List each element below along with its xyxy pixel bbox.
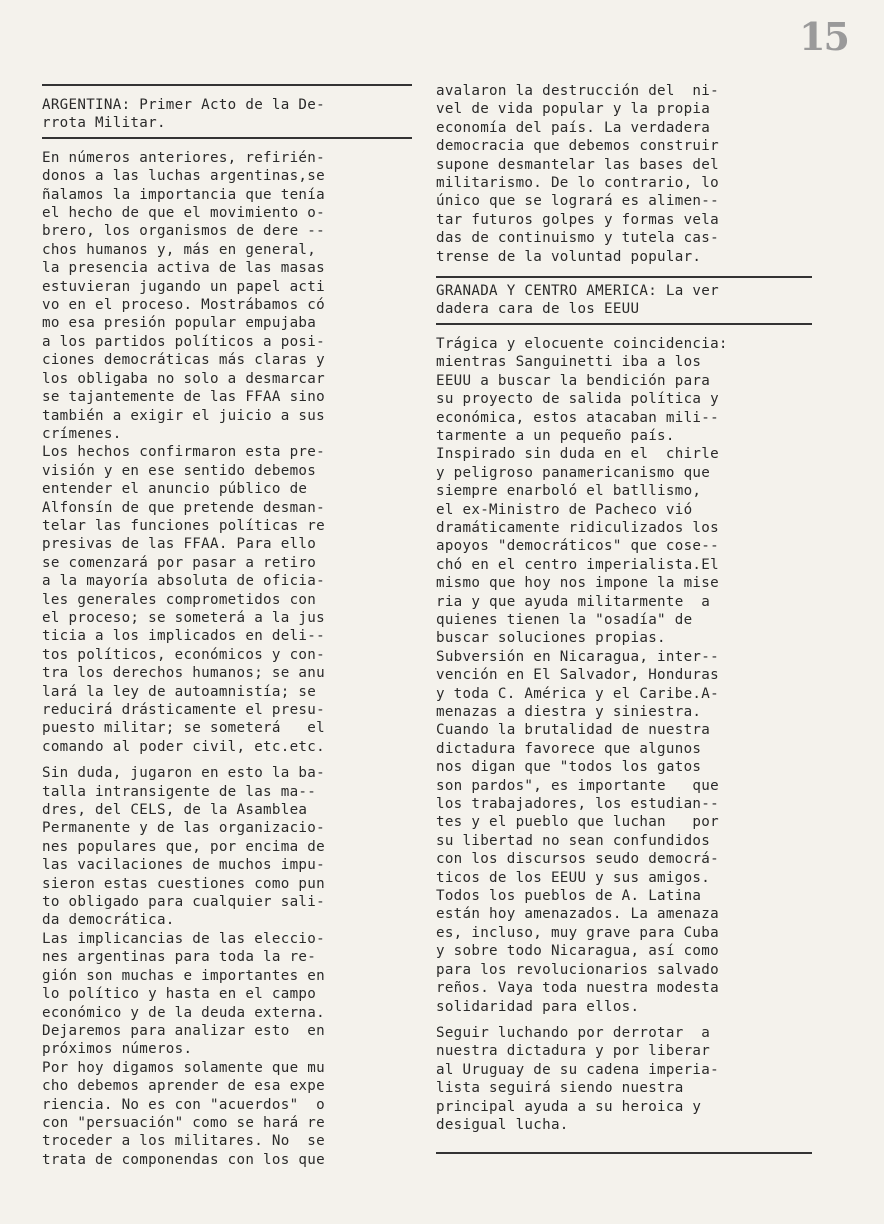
text-line: la presencia activa de las masas <box>42 260 325 277</box>
text-line: les generales comprometidos con <box>42 591 317 608</box>
text-line: lo político y hasta en el campo <box>42 986 317 1003</box>
text-line: se comenzará por pasar a retiro <box>42 554 317 571</box>
text-line: En números anteriores, refirién- <box>42 149 325 166</box>
text-line: y peligroso panamericanismo que <box>436 464 711 481</box>
text-line: tos políticos, económicos y con- <box>42 646 325 663</box>
text-line: dictadura favorece que algunos <box>436 740 702 757</box>
text-line: Las implicancias de las eleccio- <box>42 930 325 947</box>
text-line: es, incluso, muy grave para Cuba <box>436 924 719 941</box>
text-line: a la mayoría absoluta de oficia- <box>42 573 325 590</box>
text-line: entender el anuncio público de <box>42 481 308 498</box>
text-line: desigual lucha. <box>436 1116 569 1133</box>
text-line: Subversión en Nicaragua, inter-- <box>436 648 719 665</box>
section-title-granada <box>436 282 812 319</box>
text-line: a los partidos políticos a posi- <box>42 333 325 350</box>
text-line: ticos de los EEUU y sus amigos. <box>436 869 711 886</box>
text-line: lará la ley de autoamnistía; se <box>42 683 317 700</box>
text-line: troceder a los militares. No se <box>42 1133 325 1150</box>
text-line: ñalamos la importancia que tenía <box>42 186 325 203</box>
text-line: Alfonsín de que pretende desman- <box>42 499 325 516</box>
text-line: comando al poder civil, etc.etc. <box>42 738 325 755</box>
page-number: 15 <box>799 14 848 59</box>
text-line: Por hoy digamos solamente que mu <box>42 1059 325 1076</box>
text-line: ARGENTINA: Primer Acto de la De- <box>42 97 325 113</box>
text-line: único que se logrará es alimen-- <box>436 193 719 210</box>
text-line: los obligaba no solo a desmarcar <box>42 370 325 387</box>
bottom-rule <box>436 1152 812 1154</box>
text-line: Permanente y de las organizacio- <box>42 820 325 837</box>
text-line: económico y de la deuda externa. <box>42 1004 325 1021</box>
text-line: económica, estos atacaban mili-- <box>436 409 719 426</box>
left-column <box>42 84 412 1169</box>
text-line: trata de componendas con los que <box>42 1151 325 1168</box>
text-line: nes argentinas para toda la re- <box>42 949 317 966</box>
text-line: trense de la voluntad popular. <box>436 248 702 265</box>
text-line: da democrática. <box>42 912 175 929</box>
text-line: tes y el pueblo que luchan por <box>436 814 719 831</box>
text-line: ciones democráticas más claras y <box>42 352 325 369</box>
text-line: rrota Militar. <box>42 115 166 132</box>
text-line: tra los derechos humanos; se anu <box>42 665 325 682</box>
text-line: dramáticamente ridiculizados los <box>436 519 719 536</box>
text-line: reños. Vaya toda nuestra modesta <box>436 980 719 997</box>
text-line: siempre enarboló el batllismo, <box>436 483 702 500</box>
text-line: puesto militar; se someterá el <box>42 720 325 737</box>
text-line: mo esa presión popular empujaba <box>42 315 317 332</box>
text-line: cho debemos aprender de esa expe <box>42 1078 325 1095</box>
text-line: buscar soluciones propias. <box>436 630 666 647</box>
article-body-granada <box>436 335 812 1134</box>
text-line: su proyecto de salida política y <box>436 391 719 408</box>
text-line: para los revolucionarios salvado <box>436 961 719 978</box>
text-line: estuvieran jugando un papel acti <box>42 278 325 295</box>
text-line: telar las funciones políticas re <box>42 517 325 534</box>
text-line: nes populares que, por encima de <box>42 838 325 855</box>
text-line: avalaron la destrucción del ni- <box>436 83 719 99</box>
right-column <box>436 84 812 1154</box>
article-continuation <box>436 82 812 266</box>
text-line: mientras Sanguinetti iba a los <box>436 354 702 371</box>
text-line: sieron estas cuestiones como pun <box>42 875 325 892</box>
text-line: donos a las luchas argentinas,se <box>42 168 325 185</box>
article-body-argentina <box>42 149 412 1169</box>
text-line: son pardos", es importante que <box>436 777 719 794</box>
text-line: brero, los organismos de dere -- <box>42 223 325 240</box>
text-line: Los hechos confirmaron esta pre- <box>42 444 325 461</box>
text-line: presivas de las FFAA. Para ello <box>42 536 317 553</box>
text-line: vo en el proceso. Mostrábamos có <box>42 297 325 314</box>
text-line: chó en el centro imperialista.El <box>436 556 719 573</box>
text-line: próximos números. <box>42 1041 193 1058</box>
text-line: el hecho de que el movimiento o- <box>42 205 325 222</box>
text-line: menazas a diestra y siniestra. <box>436 704 702 720</box>
text-line: supone desmantelar las bases del <box>436 156 719 173</box>
text-line: mismo que hoy nos impone la mise <box>436 575 719 592</box>
text-line: con los discursos seudo democrá- <box>436 851 719 868</box>
text-line: dres, del CELS, de la Asamblea <box>42 802 308 819</box>
text-line: crímenes. <box>42 425 122 442</box>
text-line: lista seguirá siendo nuestra <box>436 1080 684 1097</box>
text-line: GRANADA Y CENTRO AMERICA: La ver <box>436 283 719 300</box>
text-line: riencia. No es con "acuerdos" o <box>42 1096 325 1113</box>
text-line: Sin duda, jugaron en esto la ba- <box>42 765 325 782</box>
text-line: se tajantemente de las FFAA sino <box>42 389 325 406</box>
text-line: las vacilaciones de muchos impu- <box>42 857 325 874</box>
text-line: Inspirado sin duda en el chirle <box>436 446 719 463</box>
text-line: nuestra dictadura y por liberar <box>436 1043 711 1060</box>
text-line: chos humanos y, más en general, <box>42 241 317 258</box>
section-title-argentina <box>42 96 412 133</box>
text-line: gión son muchas e importantes en <box>42 967 325 984</box>
text-line: su libertad no sean confundidos <box>436 832 711 849</box>
text-line: democracia que debemos construir <box>436 138 719 155</box>
text-line: y sobre todo Nicaragua, así como <box>436 943 719 960</box>
text-line: reducirá drásticamente el presu- <box>42 702 325 718</box>
text-line: con "persuación" como se hará re <box>42 1114 325 1131</box>
paragraph <box>42 764 412 1169</box>
text-line: visión y en ese sentido debemos <box>42 462 317 479</box>
paragraph <box>436 1024 812 1134</box>
text-line: ticia a los implicados en deli-- <box>42 628 325 645</box>
text-line: al Uruguay de su cadena imperia- <box>436 1061 719 1078</box>
text-line: y toda C. América y el Caribe.A- <box>436 685 719 702</box>
text-line: nos digan que "todos los gatos <box>436 759 702 776</box>
text-line: Seguir luchando por derrotar a <box>436 1024 711 1041</box>
text-line: los trabajadores, los estudian-- <box>436 796 719 813</box>
text-line: tar futuros golpes y formas vela <box>436 211 719 228</box>
text-line: quienes tienen la "osadía" de <box>436 611 693 628</box>
text-line: el ex-Ministro de Pacheco vió <box>436 501 693 518</box>
text-line: talla intransigente de las ma-- <box>42 783 317 800</box>
text-line: Trágica y elocuente coincidencia: <box>436 335 728 352</box>
text-line: vención en El Salvador, Honduras <box>436 667 719 684</box>
text-line: apoyos "democráticos" que cose-- <box>436 538 719 555</box>
text-line: vel de vida popular y la propia <box>436 101 711 118</box>
text-line: Dejaremos para analizar esto en <box>42 1022 325 1039</box>
text-line: to obligado para cualquier sali- <box>42 894 325 911</box>
text-line: das de continuismo y tutela cas- <box>436 230 719 247</box>
text-line: también a exigir el juicio a sus <box>42 407 325 424</box>
text-line: Cuando la brutalidad de nuestra <box>436 722 711 739</box>
text-line: dadera cara de los EEUU <box>436 301 640 318</box>
paragraph <box>42 149 412 756</box>
text-line: Todos los pueblos de A. Latina <box>436 888 702 905</box>
text-line: el proceso; se someterá a la jus <box>42 609 325 626</box>
text-line: economía del país. La verdadera <box>436 119 711 136</box>
text-line: principal ayuda a su heroica y <box>436 1098 702 1115</box>
text-line: tarmente a un pequeño país. <box>436 427 675 444</box>
paragraph <box>436 335 812 1016</box>
text-line: EEUU a buscar la bendición para <box>436 372 711 389</box>
text-line: ria y que ayuda militarmente a <box>436 593 711 610</box>
text-line: militarismo. De lo contrario, lo <box>436 175 719 192</box>
text-line: solidaridad para ellos. <box>436 998 640 1015</box>
text-line: están hoy amenazados. La amenaza <box>436 906 719 923</box>
